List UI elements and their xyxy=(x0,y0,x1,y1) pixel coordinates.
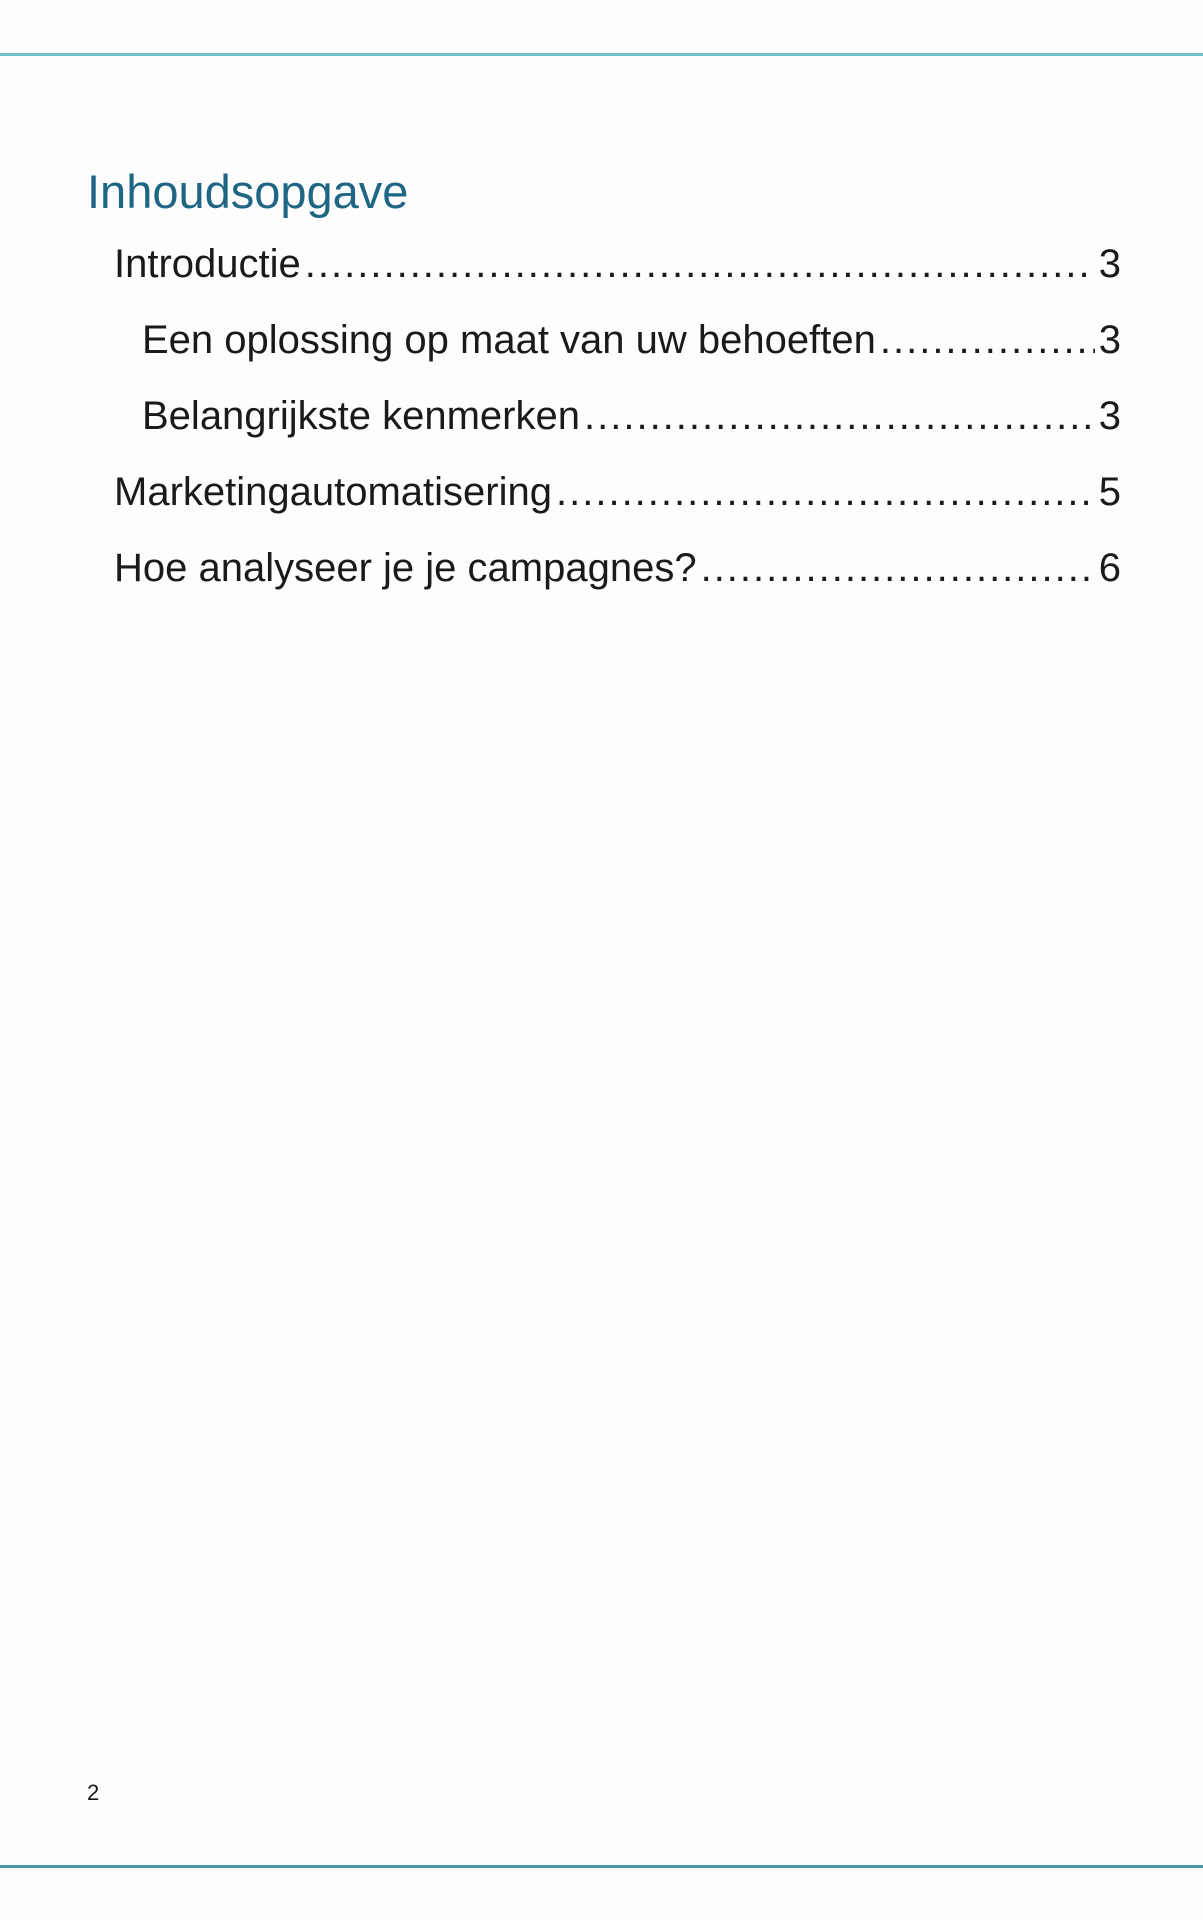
toc-entry-oplossing-op-maat[interactable] xyxy=(87,302,1121,378)
toc-entry-page: 3 xyxy=(1098,394,1121,438)
toc-entry-label: Introductie xyxy=(114,242,301,286)
page-number: 2 xyxy=(87,1780,100,1805)
toc-entry-page: 6 xyxy=(1098,546,1121,590)
toc-leader-dots xyxy=(305,226,1095,302)
toc-entry-page: 3 xyxy=(1098,318,1121,362)
top-divider xyxy=(0,53,1203,56)
toc-leader-dots xyxy=(701,530,1095,606)
toc-entry-label: Belangrijkste kenmerken xyxy=(142,394,580,438)
toc-leader-dots xyxy=(584,378,1095,454)
toc-entry-label: Hoe analyseer je je campagnes? xyxy=(114,546,697,590)
bottom-divider xyxy=(0,1865,1203,1868)
toc-leader-dots xyxy=(556,454,1095,530)
toc-entry-introductie[interactable] xyxy=(87,226,1121,302)
toc-entry-marketingautomatisering[interactable] xyxy=(87,454,1121,530)
table-of-contents xyxy=(87,162,1121,606)
toc-entry-page: 5 xyxy=(1098,470,1121,514)
toc-entry-belangrijkste-kenmerken[interactable] xyxy=(87,378,1121,454)
toc-leader-dots xyxy=(880,302,1095,378)
toc-title: Inhoudsopgave xyxy=(87,165,409,218)
toc-entry-label: Een oplossing op maat van uw behoeften xyxy=(142,318,876,362)
toc-entry-page: 3 xyxy=(1098,242,1121,286)
toc-entry-label: Marketingautomatisering xyxy=(114,470,552,514)
toc-entry-campagnes-analyseren[interactable] xyxy=(87,530,1121,606)
